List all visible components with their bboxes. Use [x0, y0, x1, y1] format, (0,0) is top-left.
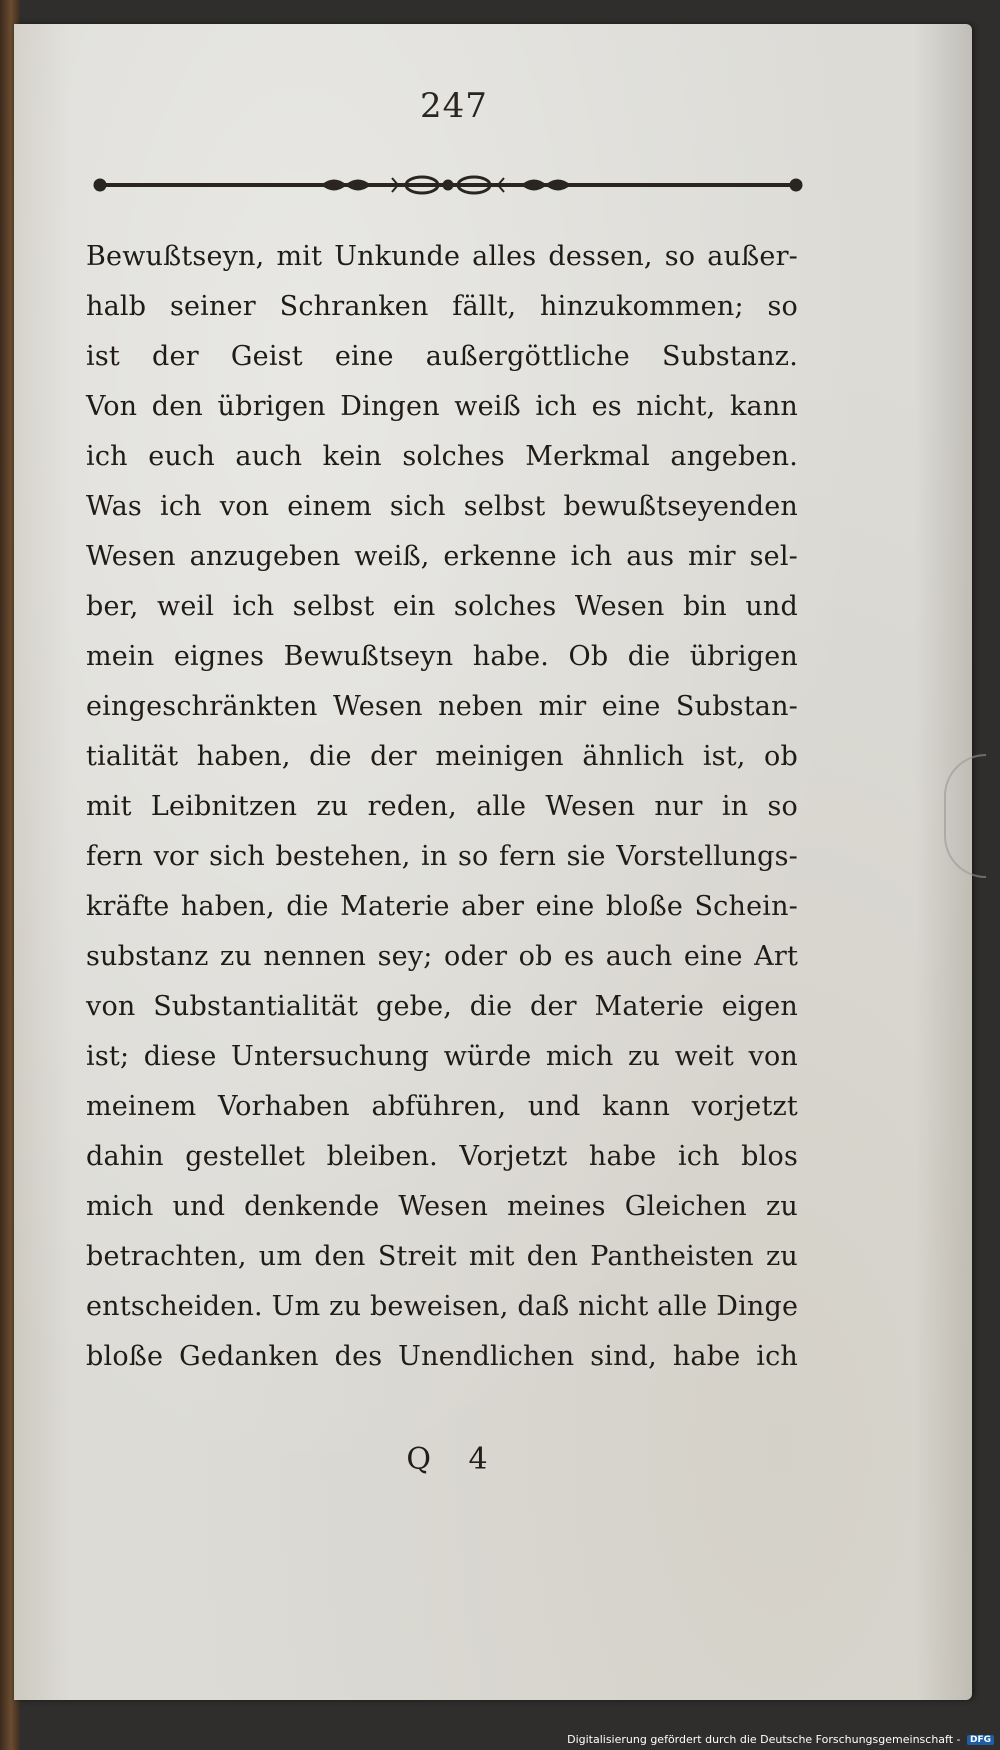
page-clip-shadow: [944, 754, 986, 878]
page-number: 247: [420, 86, 488, 126]
text-line: meinem Vorhaben abführen, und kann vorjetzt: [86, 1091, 798, 1122]
text-line: ist der Geist eine außergöttliche Substanz.: [86, 341, 798, 372]
text-line: ist; diese Untersuchung würde mich zu weit von: [86, 1041, 798, 1072]
text-line: bloße Gedanken des Unendlichen sind, habe ich: [86, 1341, 798, 1372]
text-line: eingeschränkten Wesen neben mir eine Substan-: [86, 691, 798, 722]
text-line: Bewußtseyn, mit Unkunde alles dessen, so außer-: [86, 241, 798, 272]
text-line: mit Leibnitzen zu reden, alle Wesen nur in so: [86, 791, 798, 822]
digitization-footer: [567, 1733, 994, 1746]
text-line: von Substantialität gebe, die der Materie eigen: [86, 991, 798, 1022]
body-text: [86, 232, 798, 1382]
text-line: Wesen anzugeben weiß, erkenne ich aus mir sel-: [86, 541, 798, 572]
text-line: dahin gestellet bleiben. Vorjetzt habe ich blos: [86, 1141, 798, 1172]
text-line: Von den übrigen Dingen weiß ich es nicht, kann: [86, 391, 798, 422]
text-line: Was ich von einem sich selbst bewußtseyenden: [86, 491, 798, 522]
text-line: entscheiden. Um zu beweisen, daß nicht alle Dinge: [86, 1291, 799, 1322]
text-line: fern vor sich bestehen, in so fern sie Vorstellungs-: [86, 841, 798, 872]
text-line: mich und denkende Wesen meines Gleichen zu: [86, 1191, 798, 1222]
text-line: ber, weil ich selbst ein solches Wesen bin und: [86, 591, 798, 622]
text-line: betrachten, um den Streit mit den Pantheisten zu: [86, 1241, 798, 1272]
book-page: [14, 24, 972, 1700]
text-line: mein eignes Bewußtseyn habe. Ob die übrigen: [86, 641, 798, 672]
text-line: kräfte haben, die Materie aber eine bloße Schein-: [86, 891, 798, 922]
text-line: substanz zu nennen sey; oder ob es auch eine Art: [86, 941, 798, 972]
dfg-logo: DFG: [967, 1735, 994, 1745]
text-line: ich euch auch kein solches Merkmal angeben.: [86, 441, 798, 472]
footer-text: Digitalisierung gefördert durch die Deutsche Forschungsgemeinschaft -: [567, 1733, 961, 1746]
text-line: tialität haben, die der meinigen ähnlich ist, ob: [86, 741, 798, 772]
text-line: halb seiner Schranken fällt, hinzukommen; so: [86, 291, 798, 322]
ornamental-rule: [92, 170, 804, 200]
signature-mark: Q 4: [406, 1442, 502, 1477]
